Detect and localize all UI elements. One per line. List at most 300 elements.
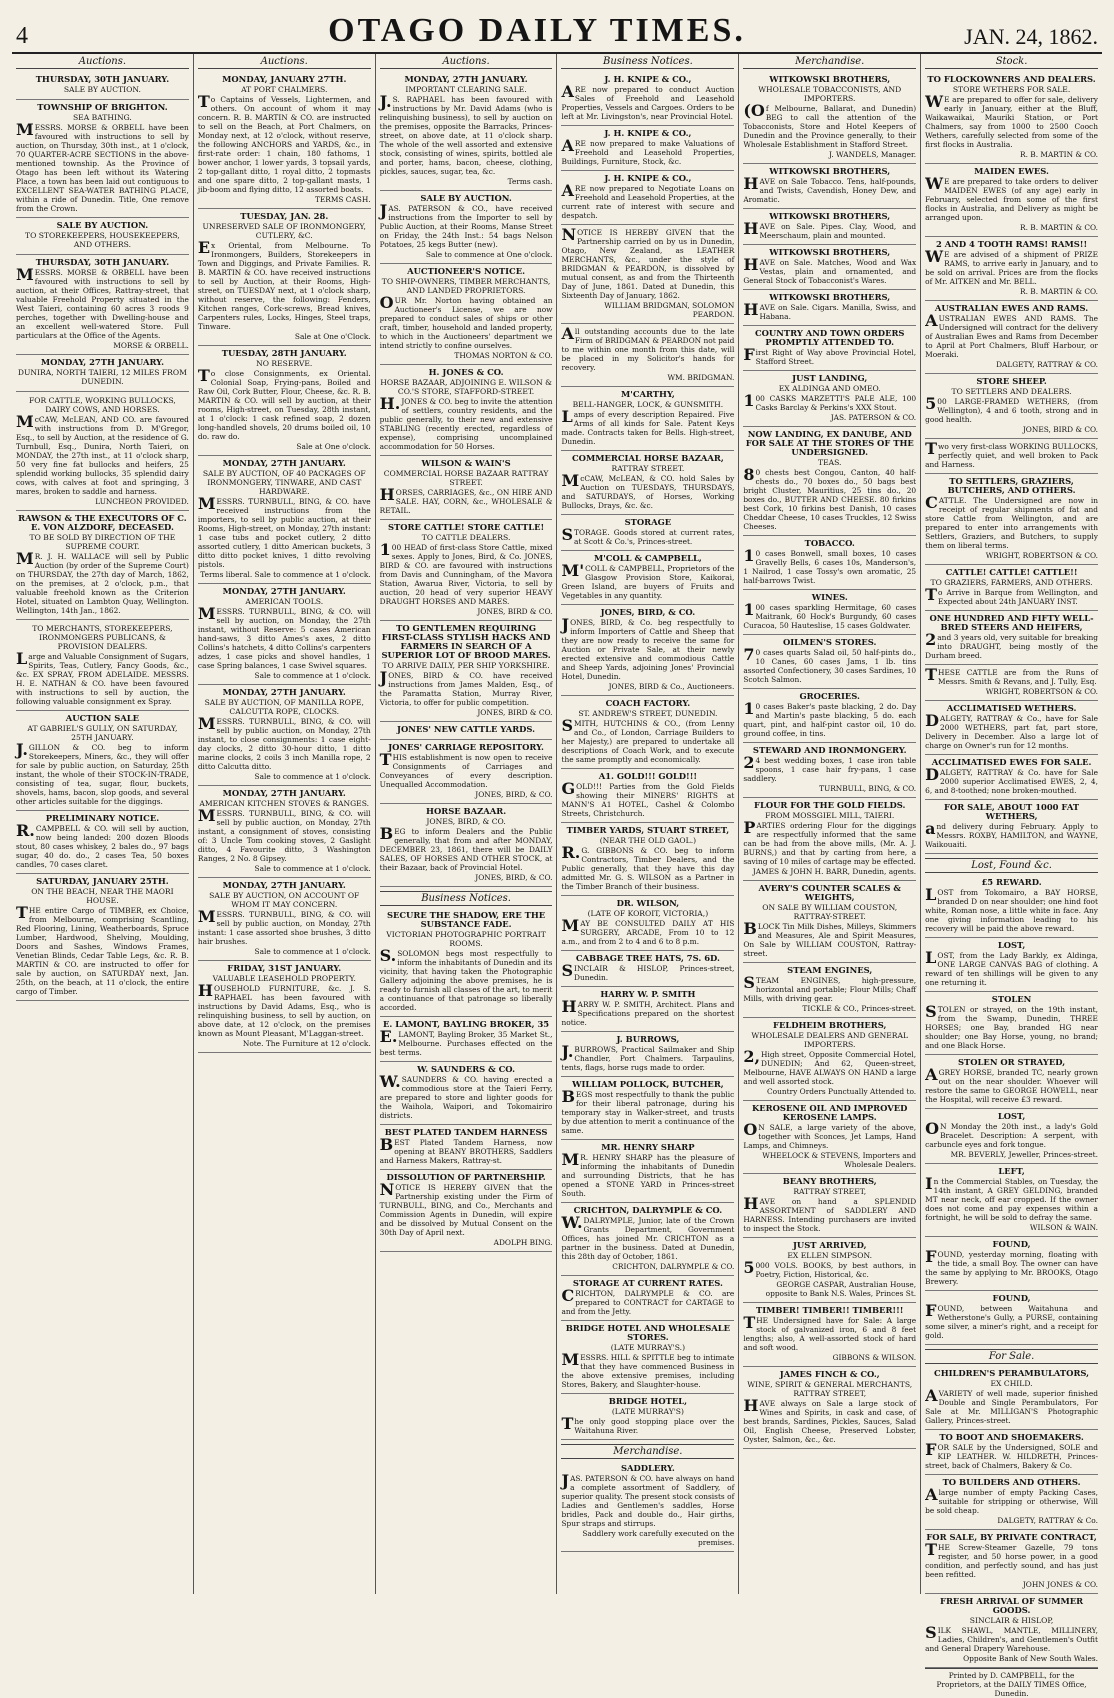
ad-body: OUR Mr. Norton having obtained an Auctioneer's License, we are now prepared to conduct sales of ships or other craft, timber, household and landed property, to which in the Auctioneers' department we intend strictly to confine ourselves. bbox=[379, 293, 553, 350]
ad-heading: ONE HUNDRED AND FIFTY WELL-BRED STEERS AND HEIFERS, bbox=[929, 613, 1094, 632]
ad-heading: AUSTRALIAN EWES AND RAMS. bbox=[934, 303, 1089, 313]
issue-date: JAN. 24, 1862. bbox=[964, 24, 1098, 49]
ad-body: To Arrive in Barque from Wellington, and Expected about 24th JANUARY INST. bbox=[925, 585, 1098, 606]
ad-heading: DISSOLUTION OF PARTNERSHIP. bbox=[386, 1172, 546, 1182]
ad-signature: Sale to commence at 1 o'clock. bbox=[254, 864, 371, 873]
advertisement bbox=[925, 1530, 1098, 1594]
ad-heading: FOR SALE, BY PRIVATE CONTRACT, bbox=[926, 1532, 1097, 1542]
ad-signature: R. B. MARTIN & CO. bbox=[1020, 150, 1098, 159]
ad-heading: NOW LANDING, EX DANUBE, AND FOR SALE AT THE STORES OF THE UNDERSIGNED. bbox=[745, 429, 914, 457]
ad-heading: FOUND, bbox=[992, 1239, 1031, 1249]
ad-body: 10 cases Bonwell, small boxes, 10 cases Gravelly Bells, 6 cases 10s, Manderson's, 1 Nailrod, 1 case Tossy's own aromatic, 25 half-barrows Twist. bbox=[743, 546, 917, 585]
advertisement bbox=[198, 685, 371, 786]
ad-body: 2,High street, Opposite Commercial Hotel, DUNEDIN; And 62, Queen-street, Melbourne, HAVE ALWAYS ON HAND a large and well assorted stock. bbox=[743, 1047, 917, 1086]
ad-heading: E. LAMONT, BAYLING BROKER, 35 bbox=[383, 1019, 550, 1029]
column-heading: Stock. bbox=[925, 54, 1098, 69]
ad-signature: JONES, BIRD & Co., Auctioneers. bbox=[608, 682, 735, 691]
advertisement bbox=[925, 1594, 1098, 1668]
ad-heading: SALE BY AUCTION. bbox=[420, 193, 512, 203]
ad-heading: AUCTIONEER'S NOTICE. bbox=[407, 266, 526, 276]
ad-heading: TUESDAY, 28TH JANUARY. bbox=[221, 348, 347, 358]
ad-body: ARE now prepared to Negotiate Loans on Freehold and Leasehold Properties, at the current rate of interest with secure and despatch. bbox=[561, 181, 735, 220]
column-5 bbox=[739, 54, 921, 1594]
advertisement bbox=[198, 786, 371, 878]
ad-heading: STOLEN OR STRAYED, bbox=[957, 1057, 1066, 1067]
ad-heading: OILMEN'S STORES. bbox=[782, 637, 877, 647]
advertisement bbox=[561, 769, 734, 823]
section-heading: Lost, Found &c. bbox=[925, 858, 1098, 873]
advertisement bbox=[16, 392, 189, 511]
ad-body: McCAW, McLEAN, & CO. hold Sales by Auction on TUESDAYS, THURSDAYS, and SATURDAYS, of Horses, Working Bullocks, Drays, &c. &c. bbox=[561, 471, 735, 510]
advertisement bbox=[743, 689, 916, 743]
advertisement bbox=[380, 72, 553, 191]
ad-heading: WITKOWSKI BROTHERS, bbox=[769, 166, 891, 176]
ad-body: FOR SALE by the Undersigned, SOLE and KIP LEATHER. W. HILDRETH, Princes-street, back of Chalmers, Bakery & Co. bbox=[925, 1440, 1098, 1470]
ad-heading: FLOUR FOR THE GOLD FIELDS. bbox=[754, 800, 906, 810]
advertisement bbox=[925, 1109, 1098, 1164]
ad-subheading: UNRESERVED SALE OF IRONMONGERY, CUTLERY, &C. bbox=[202, 222, 366, 240]
ad-heading: LOST, bbox=[997, 940, 1026, 950]
ad-subheading: TEAS. bbox=[818, 458, 842, 467]
ad-signature: JONES, BIRD & CO. bbox=[1022, 425, 1098, 434]
ad-heading: STEWARD AND IRONMONGERY. bbox=[752, 745, 907, 755]
ad-heading: SADDLERY. bbox=[620, 1463, 675, 1473]
advertisement bbox=[743, 72, 916, 164]
advertisement bbox=[380, 1017, 553, 1062]
ad-subheading: FOR CATTLE, WORKING BULLOCKS, DAIRY COWS, AND HORSES. bbox=[28, 396, 176, 414]
ad-body: JONES, BIRD, & Co. beg respectfully to inform Importers of Cattle and Sheep that they are now ready to receive the same for Auction or Private Sale, at their newly erected extensive and commodious Cattle and Sheep Yards, adjoining Jones' Provincial Hotel, Dunedin. bbox=[561, 615, 735, 681]
ad-body: THESE CATTLE are from the Runs of Messrs. Smith & Revans, and J. Tully, Esq. bbox=[925, 665, 1098, 686]
ad-body: 70 cases quarts Salad oil, 50 half-pints do., 10 Canes, 60 cases Jams, 1 lb. tins assorted Confectionery, 30 cases Sardines, 10 Scotch Salmon. bbox=[743, 645, 917, 684]
ad-body: MESSRS. TURNBULL, BING, & CO. will sell by public auction, on Monday, 27th instant: 1 case assorted shoe brushes, 3 ditto hair brushes. bbox=[197, 907, 371, 946]
ad-heading: MONDAY, 27TH JANUARY. bbox=[404, 74, 528, 84]
advertisement bbox=[743, 881, 916, 963]
advertisement bbox=[561, 951, 734, 987]
ad-subheading: AT GABRIEL'S GULLY, ON SATURDAY, 25TH JANUARY. bbox=[27, 724, 178, 742]
ad-heading: M'COLL & CAMPBELL, bbox=[593, 553, 702, 563]
advertisement bbox=[743, 1101, 916, 1174]
ad-body: HAVE always on Sale a large stock of Wines and Spirits, in cask and case, of best brands, Sardines, Pickles, Sauces, Salad Oil, English Cheese, Preserved Lobster, Oyster, Salmon, &c., &c. bbox=[743, 1396, 917, 1444]
ad-heading: HORSE BAZAAR. bbox=[426, 806, 507, 816]
advertisement bbox=[380, 804, 553, 887]
advertisement bbox=[561, 696, 734, 769]
section-heading: Merchandise. bbox=[561, 1444, 734, 1459]
page-number: 4 bbox=[16, 23, 28, 49]
ad-body: H.JONES & CO. beg to invite the attention of settlers, country residents, and the public generally, to their new and extensive STABLING (recently erected, regardless of expense), comprising uncomplained accommodation for 50 Horses. bbox=[379, 394, 553, 451]
ad-body: HAVE on Sale. Cigars. Manilla, Swiss, and Habana. bbox=[743, 300, 917, 321]
ad-heading: CRICHTON, DALRYMPLE & CO. bbox=[573, 1205, 723, 1215]
ad-subheading: SINCLAIR & HISLOP, bbox=[969, 1616, 1054, 1625]
ad-heading: TO BOOT AND SHOEMAKERS. bbox=[939, 1432, 1084, 1442]
ad-heading: JAMES FINCH & CO., bbox=[779, 1369, 880, 1379]
ad-body: ARE now prepared to conduct Auction Sales of Freehold and Leasehold Properties, Vessels and Cargoes. Orders to be left at Mr. Livingston's, near Provincial Hotel. bbox=[561, 82, 735, 121]
advertisement bbox=[561, 126, 734, 171]
ad-heading: KEROSENE OIL AND IMPROVED KEROSENE LAMPS. bbox=[752, 1103, 908, 1122]
ad-body: MESSRS. HILL & SPITTLE beg to intimate that they have commenced Business in the above extensive premises, including Stores, Bakery, and Slaughter-house. bbox=[561, 1350, 735, 1389]
ad-subheading: RATTRAY STREET, bbox=[793, 1187, 867, 1196]
ad-heading: JUST LANDING, bbox=[792, 373, 868, 383]
advertisement bbox=[198, 209, 371, 346]
advertisement bbox=[925, 439, 1098, 474]
advertisement bbox=[16, 620, 189, 711]
ad-body: GOLD!!! Parties from the Gold Fields showing their MINERS' RIGHTS at MANN'S A1 HOTEL, Cashel & Colombo Streets, Christchurch. bbox=[561, 779, 735, 818]
ad-heading: FRESH ARRIVAL OF SUMMER GOODS. bbox=[940, 1596, 1084, 1615]
ad-signature: J. WANDELS, Manager. bbox=[828, 150, 917, 159]
ad-heading: A1. GOLD!!! GOLD!!! bbox=[598, 771, 698, 781]
advertisement bbox=[743, 743, 916, 798]
ad-body: HAVE on Sale Tobacco. Tens, half-pounds, and Twists, Cavendish, Honey Dew, and Aromatic. bbox=[743, 174, 917, 204]
ad-heading: TIMBER YARDS, STUART STREET, bbox=[566, 825, 730, 835]
advertisement bbox=[925, 474, 1098, 565]
ad-heading: STORAGE AT CURRENT RATES. bbox=[572, 1278, 723, 1288]
ad-signature: R. B. MARTIN & CO. bbox=[1020, 223, 1098, 232]
ad-heading: W. SAUNDERS & CO. bbox=[417, 1064, 515, 1074]
ad-body: HARRY W. P. SMITH, Architect. Plans and Specifications prepared on the shortest notice. bbox=[561, 997, 735, 1027]
ad-body: BLOCK Tin Milk Dishes, Milleys, Skimmers and Measures, Ale and Spirit Measures, On Sale by WILLIAM COUSTON, Rattray-street. bbox=[743, 919, 917, 958]
ad-body: M'COLL & CAMPBELL, Proprietors of the Glasgow Provision Store, Kaikorai, Green Island, are buyers of Fruits and Vegetables in any quantity. bbox=[561, 561, 735, 600]
advertisement bbox=[561, 451, 734, 515]
ad-subheading: JONES, BIRD, & CO. bbox=[426, 817, 506, 826]
advertisement bbox=[743, 1174, 916, 1238]
advertisement bbox=[743, 1367, 916, 1449]
column-3 bbox=[376, 54, 558, 1594]
ad-heading: GROCERIES. bbox=[799, 691, 860, 701]
ad-heading: STEAM ENGINES, bbox=[787, 965, 873, 975]
ad-body: THE entire Cargo of TIMBER, ex Choice, from Melbourne, comprising Scantling, Red Flooring, Lining, Weatherboards, Spruce Lumber, Hardwood, Shelving, Moulding, Doors and Sashes, Windows Frames, Venetian Blinds, Cedar Table Legs, &c. R. B. MARTIN & CO. are instructed to offer for sale by auction, on SATURDAY next, Jan. 25th, on the beach, at 11 o'clock, the entire cargo of Timber. bbox=[16, 903, 189, 996]
ad-body: S.SOLOMON begs most respectfully to inform the inhabitants of Dunedin and its vicinity, that having taken the Photographic Gallery adjoining the above premises, he is ready to furnish all classes of the art, to merit a continuance of that patronage so liberally accorded. bbox=[379, 946, 553, 1012]
ad-heading: TO SETTLERS, GRAZIERS, BUTCHERS, AND OTHERS. bbox=[947, 476, 1076, 495]
ad-body: THE Undersigned have for Sale: A large stock of galvanized iron, 6 and 8 feet lengths; also, A well-assorted stock of hard and soft wood. bbox=[743, 1313, 917, 1352]
ad-heading: BRIDGE HOTEL, bbox=[608, 1396, 688, 1406]
ad-body: SMITH, HUTCHINS & CO., (from Lenny and Co., of London, Carriage Builders to her Majesty,) are prepared to undertake all descriptions of Coach Work, and to execute the same promptly and economically. bbox=[561, 716, 735, 764]
advertisement bbox=[561, 1203, 734, 1276]
ad-signature: JONES, BIRD & CO. bbox=[477, 607, 553, 616]
ad-heading: HARRY W. P. SMITH bbox=[600, 989, 696, 999]
advertisement bbox=[16, 355, 189, 392]
ad-signature: Saddlery work carefully executed on the premises. bbox=[582, 1529, 735, 1547]
advertisement bbox=[743, 1303, 916, 1367]
ad-body: MR. J. H. WALLACE will sell by Public Auction (by order of the Supreme Court) on THURSDAY, the 27th day of March, 1862, on the premises, at 2 o'clock, p.m., that valuable freehold known as the Criterion Hotel, situated on Lambton Quay, Wellington. Wellington, 14th Jan., 1862. bbox=[16, 549, 189, 615]
ad-heading: LEFT, bbox=[998, 1166, 1025, 1176]
column-2 bbox=[194, 54, 376, 1594]
advertisement bbox=[380, 520, 553, 621]
ad-body: HAVE on hand a SPLENDID ASSORTMENT of SADDLERY AND HARNESS. Intending purchasers are invited to inspect the Stock. bbox=[743, 1194, 917, 1233]
ad-heading: SALE BY AUCTION. bbox=[56, 220, 149, 230]
advertisement bbox=[561, 171, 734, 225]
ad-body: J.BURROWS, Practical Sailmaker and Ship Chandler, Port Chalmers. Tarpaulins, tents, flags, horse rugs made to order. bbox=[561, 1042, 735, 1072]
ad-signature: JONES, BIRD & CO. bbox=[477, 708, 553, 717]
ad-subheading: FROM MOSSGIEL MILL, TAIERI. bbox=[765, 811, 895, 820]
ad-body: ARE now prepared to make Valuations of Freehold and Leasehold Properties, Buildings, Furniture, Stock, &c. bbox=[561, 136, 735, 166]
ad-subheading: SALE BY AUCTION, OF 40 PACKAGES OF IRONMONGERY, TINWARE, AND CAST HARDWARE. bbox=[202, 469, 366, 496]
advertisement bbox=[925, 701, 1098, 755]
advertisement bbox=[561, 551, 734, 605]
ad-body: MESSRS. TURNBULL, BING, & CO. will sell by public auction, on Monday, 27th instant, a consignment of stoves, consisting of: 3 Uncle Tom cooking stoves, 2 Gaslight ditto, 4 Favourite ditto, 3 Washington Ranges, 2 No. 8 Gipsey. bbox=[197, 806, 371, 863]
ad-signature: MR. BEVERLY, Jeweller, Princes-street. bbox=[950, 1150, 1098, 1159]
ad-heading: MAIDEN EWES. bbox=[974, 166, 1049, 176]
ad-signature: Terms cash. bbox=[507, 177, 553, 186]
ad-heading: COMMERCIAL HORSE BAZAAR, bbox=[571, 453, 724, 463]
advertisement bbox=[743, 245, 916, 290]
ad-heading: AUCTION SALE bbox=[65, 713, 140, 723]
ad-heading: STORE SHEEP. bbox=[976, 376, 1047, 386]
ad-signature: ADOLPH BING. bbox=[493, 1238, 553, 1247]
ad-signature: TURNBULL, BING, & CO. bbox=[819, 784, 917, 793]
ad-heading: WILSON & WAIN'S bbox=[421, 458, 511, 468]
advertisement bbox=[16, 811, 189, 874]
ad-subheading: RATTRAY STREET. bbox=[611, 464, 685, 473]
ad-body: STOLEN or strayed, on the 19th instant, from the Swamp, Dunedin, THREE HORSES; one Bay, branded HG near shoulder; one Bay Horse, young, no brand; and one Black Horse. bbox=[925, 1002, 1098, 1050]
ad-subheading: IMPORTANT CLEARING SALE. bbox=[405, 85, 527, 94]
ad-heading: DR. WILSON, bbox=[616, 898, 680, 908]
advertisement bbox=[925, 374, 1098, 439]
ad-body: J.S. RAPHAEL has been favoured with instructions by Mr. David Adams (who is relinquishing business), to sell by auction on the premises, opposite the Barracks, Princes-street, on above date, at 11 o'clock sharp. The whole of the well assorted and extensive stock, consisting of wines, spirits, bottled ale and porter, hams, bacon, cheese, clothing, pickles, sauces, sugar, tea, &c. bbox=[379, 92, 553, 176]
advertisement bbox=[380, 1170, 553, 1252]
ad-body: THE Screw-Steamer Gazelle, 79 tons register, and 50 horse power, in a good condition, and perfectly sound, and has just been refitted. bbox=[925, 1540, 1098, 1579]
advertisement bbox=[561, 1032, 734, 1077]
ad-body: 100 HEAD of first-class Store Cattle, mixed sexes. Apply to Jones, Bird, & Co. JONES, BIRD & CO. are favoured with instructions from Davis and Cunningham, of the Mavora Station, Awarua River, Victoria, to sell by auction, 20 head of very superior HEAVY DRAUGHT HORSES AND MARES. bbox=[379, 540, 553, 606]
ad-body: All outstanding accounts due to the late Firm of BRIDGMAN & PEARDON not paid to me within one month from this date, will be placed in my Solicitor's hands for recovery. bbox=[561, 324, 735, 372]
advertisement bbox=[925, 1291, 1098, 1345]
ad-body: STEAM ENGINES, high-pressure, horizontal and portable; Flour Mills; Chaff Mills, with driving gear. bbox=[743, 973, 917, 1003]
ad-heading: THURSDAY, 30TH JANUARY. bbox=[35, 74, 170, 84]
ad-subheading: VALUABLE LEASEHOLD PROPERTY. bbox=[212, 974, 356, 983]
ad-body: and delivery during February. Apply to Messrs. ROXBY, HAMILTON, and WAYNE, Waikouaiti. bbox=[925, 819, 1098, 849]
ad-body: W.DALRYMPLE, Junior, late of the Crown Grants Department, Government Offices, has joined Mr. CRICHTON as a partner in the business. Dated at Dunedin, this 28th day of October, 1861. bbox=[561, 1213, 735, 1261]
column-1 bbox=[12, 54, 194, 1594]
columns bbox=[12, 54, 1102, 1698]
column-4 bbox=[557, 54, 739, 1594]
advertisement bbox=[925, 565, 1098, 611]
ad-body: CRICHTON, DALRYMPLE & CO. are prepared to CONTRACT for CARTAGE to and from the Jetty. bbox=[561, 1286, 735, 1316]
ad-signature: CRICHTON, DALRYMPLE & CO. bbox=[612, 1262, 735, 1271]
ad-body: JAS. PATERSON & CO., have received instructions from the Importer to sell by Public Auction, at their Rooms, Manse Street on Friday, the 24th Inst.: 54 bags Nelson Potatoes, 25 kegs Butter (new). bbox=[379, 201, 553, 249]
ad-subheading: TO MERCHANTS, STOREKEEPERS, IRONMONGERS PUBLICANS, & PROVISION DEALERS. bbox=[32, 624, 173, 651]
ad-body: 80 chests best Congou, Canton, 40 half-chests do., 70 boxes do., 50 bags best bright Cluster, Mauritius, 25 tins do., 20 boxes do., BUTTER AND CHEESE. 80 firkins best Cork, 10 firkins best Danish, 10 cases Cheddar Cheese, 10 cases Truckles, 12 Swiss Cheeses. bbox=[743, 465, 917, 531]
ad-signature: Terms liberal. Sale to commence at 1 o'clock. bbox=[200, 570, 371, 579]
advertisement bbox=[380, 191, 553, 264]
ad-body: The only good stopping place over the Waitahuna River. bbox=[561, 1414, 735, 1435]
ad-heading: MONDAY, 27TH JANUARY. bbox=[40, 357, 164, 367]
ad-subheading: SALE BY AUCTION, OF MANILLA ROPE, CALCUTTA ROPE, CLOCKS. bbox=[204, 698, 364, 716]
ad-heading: TO GENTLEMEN REQUIRING FIRST-CLASS STYLISH HACKS AND FARMERS IN SEARCH OF A SUPERIOR LOT OF BROOD MARES. bbox=[381, 623, 551, 660]
ad-body: SILK SHAWL, MANTLE, MILLINERY, Ladies, Children's, and Gentlemen's Outfit and General Drapery Warehouse. bbox=[925, 1623, 1098, 1653]
ad-body: McCAW, McLEAN, AND CO. are favoured with instructions from D. M'Gregor, Esq., to sell by Auction, at the residence of G. Turnbull, Esq., Dunira, North Taieri, on MONDAY, the 27th inst., at 11 o'clock sharp, 50 very fine fat bullocks and heifers, 25 splendid working bullocks, 35 splendid dairy cows, with calves at foot and springing, 3 mares, broken to saddle and harness. bbox=[16, 412, 189, 496]
advertisement bbox=[743, 326, 916, 371]
ad-heading: MONDAY, 27TH JANUARY. bbox=[222, 687, 346, 697]
advertisement bbox=[16, 218, 189, 255]
ad-body: 24 best wedding boxes, 1 case iron table spoons, 1 case hair fry-pans, 1 case saddlery. bbox=[743, 753, 917, 783]
advertisement bbox=[925, 800, 1098, 854]
ad-body: JAS. PATERSON & CO. have always on hand a complete assortment of Saddlery, of superior quality. The present stock consists of Ladies and Gentlemen's saddles, Horse bridles, Pack and double do., Hair girths, Spur straps and stirrups. bbox=[561, 1471, 735, 1528]
advertisement bbox=[561, 1321, 734, 1394]
ad-subheading: WHOLESALE TOBACCONISTS, AND IMPORTERS. bbox=[758, 85, 902, 103]
ad-heading: WITKOWSKI BROTHERS, bbox=[769, 74, 891, 84]
advertisement bbox=[16, 100, 189, 218]
ad-heading: JONES' CARRIAGE REPOSITORY. bbox=[388, 742, 544, 752]
ad-body: AGREY HORSE, branded TC, nearly grown out on the near shoulder. Whoever will restore the same to GEORGE HOWELL, near the Hospital, will receive £3 reward. bbox=[925, 1065, 1098, 1104]
column-heading: Auctions. bbox=[380, 54, 553, 69]
ad-body: WE are advised of a shipment of PRIZE RAMS, to arrive early in January, and to be sold on arrival. Prices are from the flocks of Mr. AITKEN and Mr. BELL. bbox=[925, 247, 1098, 286]
ad-subheading: AMERICAN TOOLS. bbox=[245, 597, 324, 606]
column-heading: Auctions. bbox=[16, 54, 189, 69]
ad-heading: STOLEN bbox=[991, 994, 1032, 1004]
ad-signature: WRIGHT, ROBERTSON & CO. bbox=[985, 551, 1098, 560]
advertisement bbox=[743, 590, 916, 635]
ad-signature: GEORGE CASPAR, Australian House, opposite to Bank N.S. Wales, Princes St. bbox=[765, 1280, 917, 1298]
ad-subheading: TO STOREKEEPERS, HOUSEKEEPERS, AND OTHERS. bbox=[25, 231, 180, 249]
ad-signature: WM. BRIDGMAN. bbox=[667, 373, 735, 382]
ad-heading: TUESDAY, JAN. 28. bbox=[240, 211, 329, 221]
ad-heading: TIMBER! TIMBER!! TIMBER!!! bbox=[756, 1305, 904, 1315]
ad-subheading: NO RESERVE. bbox=[256, 359, 313, 368]
ad-subheading: (LATE OF KOROIT, VICTORIA,) bbox=[587, 909, 709, 918]
ad-subheading: VICTORIAN PHOTOGRAPHIC PORTRAIT ROOMS. bbox=[386, 930, 546, 948]
ad-heading: H. JONES & CO. bbox=[428, 367, 504, 377]
ad-heading: LOST, bbox=[997, 1111, 1026, 1121]
ad-heading: BEANY BROTHERS, bbox=[782, 1176, 877, 1186]
advertisement bbox=[743, 209, 916, 245]
section-heading: For Sale. bbox=[925, 1349, 1098, 1364]
ad-heading: JONES' NEW CATTLE YARDS. bbox=[397, 724, 536, 734]
ad-subheading: (LATE MURRAY'S) bbox=[611, 1407, 684, 1416]
ad-signature: Note. The Furniture at 12 o'clock. bbox=[242, 1039, 371, 1048]
advertisement bbox=[925, 1055, 1098, 1109]
ad-body: Alarge number of empty Packing Cases, suitable for stripping or otherwise, Will be sold cheap. bbox=[925, 1485, 1098, 1515]
advertisement bbox=[743, 963, 916, 1018]
ad-body: 2and 3 years old, very suitable for breaking into DRAUGHT, being mostly of the Durham breed. bbox=[925, 630, 1098, 660]
advertisement bbox=[925, 611, 1098, 665]
ad-subheading: SALE BY AUCTION. bbox=[63, 85, 141, 94]
advertisement bbox=[561, 387, 734, 451]
ad-heading: TO FLOCKOWNERS AND DEALERS. bbox=[927, 74, 1096, 84]
advertisement bbox=[925, 875, 1098, 938]
advertisement bbox=[561, 225, 734, 324]
ad-signature: GIBBONS & WILSON. bbox=[832, 1353, 917, 1362]
ad-body: JONES, BIRD & CO. have received instructions from James Malden, Esq., of the Paramatta Station, Murray River, Victoria, to offer for public competition. bbox=[379, 668, 553, 707]
ad-signature: WRIGHT, ROBERTSON & CO. bbox=[985, 687, 1098, 696]
advertisement bbox=[925, 301, 1098, 374]
ad-signature: Opposite Bank of New South Wales. bbox=[963, 1654, 1098, 1663]
ad-body: DALGETY, RATTRAY & Co. have for Sale 2000 superior Acclimatised EWES, 2, 4, 6, and 8-toothed; none broken-mouthed. bbox=[925, 765, 1098, 795]
advertisement bbox=[380, 1125, 553, 1170]
ad-signature: JOHN JONES & CO. bbox=[1022, 1580, 1098, 1589]
ad-signature: LUNCHEON PROVIDED. bbox=[95, 497, 189, 506]
ad-heading: CATTLE! CATTLE! CATTLE!! bbox=[945, 567, 1078, 577]
ad-body: BEST Plated Tandem Harness, now opening at BEANY BROTHERS, Saddlers and Harness Makers, Rattray-st. bbox=[379, 1135, 553, 1165]
column-6 bbox=[921, 54, 1102, 1698]
ad-body: (Of Melbourne, Ballarat, and Dunedin) BEG to call the attention of the Tobacconists, Store and Hotel Keepers of Dunedin and the Province generally, to their Wholesale Establishment in Stafford Street. bbox=[743, 101, 917, 149]
ad-body: J.GILLON & CO. beg to inform Storekeepers, Miners, &c., they will offer for sale by public auction, on Saturday, 25th instant, the whole of their STOCK-IN-TRADE, consisting of tea, sugar, flour, buckets, shovels, hams, bacon, slop goods, and several other articles suitable for the diggings. bbox=[16, 740, 189, 806]
newspaper-title: OTAGO DAILY TIMES. bbox=[328, 12, 746, 49]
ad-subheading: TO CATTLE DEALERS. bbox=[421, 533, 511, 542]
ad-heading: STORAGE bbox=[624, 517, 672, 527]
ad-heading: FELDHEIM BROTHERS, bbox=[773, 1020, 887, 1030]
ad-subheading: AMERICAN KITCHEN STOVES & RANGES. bbox=[199, 799, 370, 808]
ad-subheading: WHOLESALE DEALERS AND GENERAL IMPORTERS. bbox=[751, 1031, 909, 1049]
ad-signature: Sale at One o'clock. bbox=[296, 442, 371, 451]
advertisement bbox=[198, 456, 371, 584]
advertisement bbox=[380, 365, 553, 456]
advertisement bbox=[198, 584, 371, 685]
ad-body: MAY BE CONSULTED DAILY AT HIS SURGERY, ARCADE, From 10 to 12 a.m., and from 2 to 4 and 6 to 8 p.m. bbox=[561, 916, 735, 946]
masthead bbox=[12, 6, 1102, 54]
advertisement bbox=[925, 665, 1098, 701]
ad-body: AUSTRALIAN EWES AND RAMS. The Undersigned will contract for the delivery of Australian Ewes and Rams from December to April at Port Chalmers, Bluff Harbour, or Moeraki. bbox=[925, 311, 1098, 359]
ad-subheading: ON THE BEACH, NEAR THE MAORI HOUSE. bbox=[31, 887, 174, 905]
ad-heading: FRIDAY, 31ST JANUARY. bbox=[227, 963, 342, 973]
ad-body: BEGS most respectfully to thank the public for their liberal patronage, during his temporary stay in Walker-street, and trusts by due attention to merit a continuance of the same. bbox=[561, 1087, 735, 1135]
ad-body: CATTLE. The Undersigned are now in receipt of regular shipments of fat and store Cattle from Wellington, and are prepared to enter into arrangements with Settlers, Graziers, and Butchers, to supply them on liberal terms. bbox=[925, 493, 1098, 550]
ad-subheading: WINE, SPIRIT & GENERAL MERCHANTS, RATTRAY STREET, bbox=[747, 1380, 913, 1398]
ad-body: Two very first-class WORKING BULLOCKS, perfectly quiet, and well broken to Pack and Harness. bbox=[925, 439, 1098, 469]
ad-subheading: AT PORT CHALMERS. bbox=[241, 85, 328, 94]
ad-subheading: COMMERCIAL HORSE BAZAAR RATTRAY STREET. bbox=[383, 469, 549, 487]
ad-signature: Country Orders Punctually Attended to. bbox=[766, 1087, 917, 1096]
advertisement bbox=[925, 755, 1098, 800]
advertisement bbox=[380, 456, 553, 520]
ad-heading: WITKOWSKI BROTHERS, bbox=[769, 292, 891, 302]
ad-heading: J. H. KNIPE & CO., bbox=[604, 74, 692, 84]
ad-body: First Right of Way above Provincial Hotel, Stafford Street. bbox=[743, 345, 917, 366]
ad-signature: THOMAS NORTON & CO. bbox=[454, 351, 553, 360]
ad-body: ON SALE, a large variety of the above, together with Sconces, Jet Lamps, Hand Lamps, and Chimneys. bbox=[743, 1120, 917, 1150]
ad-body: To close Consignments, ex Oriental. Colonial Soap, Frying-pans, Boiled and Raw Oil, Cork Butter, Flour, Cheese, &c. R. B. MARTIN & CO. will sell by auction, at their rooms, High-street, on Tuesday, 28th instant, at 1 o'clock: 1 cask refined soap, 2 dozen long-handled shovels, 20 drums boiled oil, 10 do. raw do. bbox=[197, 366, 371, 441]
advertisement bbox=[561, 823, 734, 896]
ad-body: PARTIES ordering Flour for the diggings are respectfully informed that the same can be had from the above mills, (Mr. A. J. BURNS,) and that by carting from here, a saving of 10 miles of cartage may be effected. bbox=[743, 818, 917, 866]
ad-heading: STORE CATTLE! STORE CATTLE! bbox=[387, 522, 545, 532]
ad-body: 500 LARGE-FRAMED WETHERS, (from Wellington), 4 and 6 tooth, strong and in good health. bbox=[925, 394, 1098, 424]
advertisement bbox=[743, 427, 916, 536]
ad-heading: £5 REWARD. bbox=[981, 877, 1042, 887]
ad-heading: COACH FACTORY. bbox=[605, 698, 691, 708]
ad-signature: MORSE & ORBELL. bbox=[113, 341, 189, 350]
ad-signature: Sale to commence at 1 o'clock. bbox=[254, 671, 371, 680]
ad-body: 5000 VOLS. BOOKS, by best authors, in Poetry, Fiction, Historical, &c. bbox=[743, 1258, 917, 1279]
ad-signature: DALGETY, RATTRAY & Co. bbox=[997, 1516, 1098, 1525]
ad-heading: AVERY'S COUNTER SCALES & WEIGHTS, bbox=[758, 883, 901, 902]
advertisement bbox=[925, 237, 1098, 301]
ad-subheading: HORSE BAZAAR, ADJOINING E. WILSON & CO.'S STORE, STAFFORD-STREET. bbox=[380, 378, 552, 396]
ad-body: 100 cases sparkling Hermitage, 60 cases Maitrank, 60 Hock's Burgundy, 60 cases Curacoa, 50 Hauteslise, 15 cases Goldwater. bbox=[743, 600, 917, 630]
advertisement bbox=[380, 740, 553, 804]
advertisement bbox=[16, 511, 189, 620]
advertisement bbox=[925, 1366, 1098, 1430]
advertisement bbox=[925, 992, 1098, 1055]
ad-body: E.LAMONT, Bayling Broker, 35 Market St., Melbourne. Purchases effected on the best terms. bbox=[379, 1027, 553, 1057]
advertisement bbox=[743, 536, 916, 590]
advertisement bbox=[380, 722, 553, 740]
ad-signature: JONES, BIRD, & CO. bbox=[475, 790, 553, 799]
ad-heading: CABBAGE TREE HATS, 7S. 6D. bbox=[575, 953, 720, 963]
ad-subheading: SEA BATHING. bbox=[72, 113, 132, 122]
advertisement bbox=[743, 1238, 916, 1303]
ad-heading: SECURE THE SHADOW, ERE THE SUBSTANCE FADE. bbox=[386, 910, 546, 929]
ad-signature: Sale to commence at 1 o'clock. bbox=[254, 772, 371, 781]
advertisement bbox=[16, 874, 189, 1001]
advertisement bbox=[380, 1062, 553, 1125]
advertisement bbox=[743, 635, 916, 689]
ad-heading: ACCLIMATISED EWES FOR SALE. bbox=[931, 757, 1092, 767]
advertisement bbox=[561, 987, 734, 1032]
ad-body: LOST from Tokomairo, a BAY HORSE, branded D on near shoulder; one hind foot white, Roman nose, a little white in face. Any one giving information leading to his recovery will be paid the above reward. bbox=[925, 885, 1098, 933]
ad-body: MESSRS. TURNBULL, BING, & CO. will sell by auction, on Monday, the 27th instant, without Reserve: 5 cases American hand-saws, 3 ditto Ames's axes, 2 ditto Collins's hatchets, 4 ditto Collins's carpenters adzes, 1 case picks and shovel handles, 1 case Spring balances, 1 case Swivel squares. bbox=[197, 604, 371, 670]
advertisement bbox=[16, 711, 189, 811]
advertisement bbox=[16, 72, 189, 100]
ad-body: HAVE on Sale. Pipes. Clay, Wood, and Meerschaum, plain and mounted. bbox=[743, 219, 917, 240]
advertisement bbox=[16, 255, 189, 355]
ad-body: In the Commercial Stables, on Tuesday, the 14th instant, A GREY GELDING, branded MT near neck, off ear cropped. If the owner does not come and pay expenses within a fortnight, he will be sold to defray the same. bbox=[925, 1174, 1098, 1222]
